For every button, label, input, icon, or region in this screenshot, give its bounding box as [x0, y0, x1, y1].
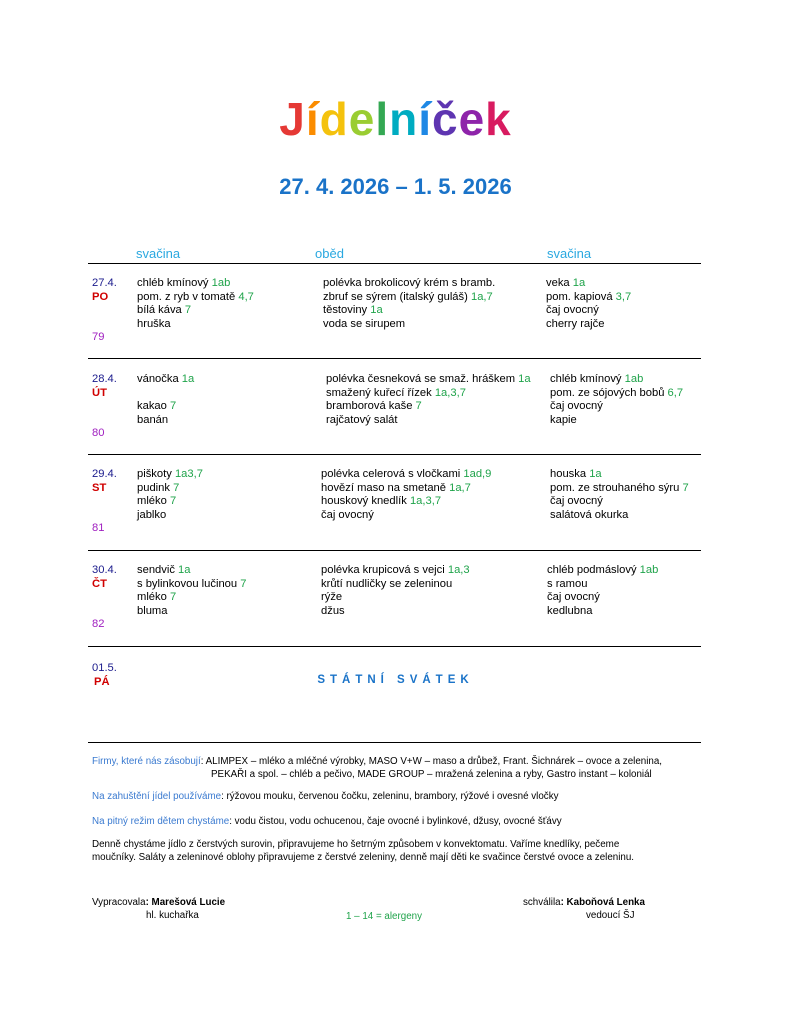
prepared-role: hl. kuchařka — [146, 910, 199, 921]
menu-item — [550, 509, 689, 523]
menu-item — [550, 468, 689, 482]
allergen-codes: 7 — [169, 400, 177, 413]
divider — [88, 358, 701, 359]
allergen-codes: 1a,7 — [470, 290, 493, 303]
dish-name: rajčatový salát — [326, 413, 398, 426]
menu-item — [137, 578, 246, 592]
dish-name: bluma — [137, 604, 168, 617]
allergen-codes: 1a — [178, 564, 191, 576]
menu-item — [321, 564, 470, 578]
dish-name: krůtí nudličky se zeleninou — [321, 577, 453, 590]
allergen-codes: 1a — [572, 277, 586, 289]
menu-cell-c2 — [326, 373, 531, 427]
approved-name: : Kaboňová Lenka — [560, 897, 645, 908]
dish-name: kakao — [137, 400, 170, 413]
day-number: 80 — [92, 427, 105, 439]
menu-item — [321, 591, 470, 605]
menu-item — [550, 373, 683, 387]
menu-item — [546, 277, 631, 291]
dish-name: s bylinkovou lučinou — [137, 577, 241, 590]
day-name: ST — [92, 481, 107, 494]
menu-item — [326, 387, 531, 401]
allergen-codes: 1a3,7 — [174, 468, 203, 480]
dish-name: polévka česneková se smaž. hráškem — [326, 373, 519, 385]
menu-cell-c3 — [547, 564, 658, 618]
dish-name: kapie — [550, 413, 577, 426]
allergen-codes: 4,7 — [238, 290, 254, 303]
menu-cell-c2 — [321, 564, 470, 618]
dish-name: kedlubna — [547, 604, 593, 617]
drinking-label: Na pitný režim dětem chystáme — [92, 816, 230, 827]
info-line-2: moučníky. Saláty a zeleninové oblohy připravujeme z čerstvé zeleniny, denně mají děti ke svačince čerstvé ovoce a zeleninu. — [92, 852, 635, 863]
dish-name: čaj ovocný — [550, 400, 603, 413]
day-name: PÁ — [94, 675, 110, 688]
menu-item — [326, 414, 531, 428]
column-header-lunch: oběd — [315, 246, 344, 261]
title-letter: d — [319, 93, 349, 145]
dish-name: polévka krupicová s vejci — [321, 564, 448, 576]
menu-item — [550, 414, 683, 428]
menu-item — [137, 605, 246, 619]
allergen-codes: 1ab — [624, 373, 644, 385]
allergen-codes: 1ad,9 — [463, 468, 492, 480]
title-letter: J — [279, 93, 306, 145]
dish-name: piškoty — [137, 468, 175, 480]
drinking-line — [92, 815, 562, 829]
allergen-codes: 1ab — [639, 564, 659, 576]
column-header-snack-morning: svačina — [136, 246, 181, 261]
prepared-name: : Marešová Lucie — [145, 897, 226, 908]
dish-name: s ramou — [547, 577, 588, 590]
suppliers-label: Firmy, které nás zásobují — [92, 756, 201, 767]
menu-item — [321, 495, 491, 509]
approved-role: vedoucí ŠJ — [586, 910, 635, 921]
dish-name: veka — [546, 277, 573, 289]
dish-name: cherry rajče — [546, 317, 605, 330]
suppliers-line-2: PEKAŘI a spol. – chléb a pečivo, MADE GROUP – mražená zelenina a ryby, Gastro instant – koloniál — [211, 769, 652, 780]
info-line-1: Denně chystáme jídlo z čerstvých surovin, připravujeme ho šetrným způsobem v konvektomatu. Vaříme knedlíky, pečeme — [92, 839, 620, 850]
day-name: PO — [92, 290, 109, 303]
dish-name: čaj ovocný — [321, 508, 374, 521]
menu-item — [546, 291, 631, 305]
suppliers-text: : ALIMPEX – mléko a mléčné výrobky, MASO V+W – maso a drůbež, Frant. Šichnárek – ovoce a zelenina, — [200, 756, 663, 767]
menu-cell-c3 — [546, 277, 631, 331]
day-date: 27.4. — [92, 277, 117, 289]
menu-item — [323, 291, 495, 305]
dish-name: bílá káva — [137, 304, 185, 317]
allergen-codes: 1a — [589, 468, 602, 480]
allergen-codes: 6,7 — [667, 386, 684, 399]
menu-item — [137, 468, 203, 482]
allergen-codes: 7 — [184, 304, 192, 317]
thickening-line — [92, 790, 559, 804]
dish-name: chléb kmínový — [137, 277, 212, 289]
dish-name: pom. z ryb v tomatě — [137, 290, 239, 303]
menu-item — [550, 482, 689, 496]
menu-cell-c1 — [137, 277, 254, 331]
title-letter: e — [458, 93, 486, 145]
day-number: 79 — [92, 331, 105, 343]
dish-name: chléb podmáslový — [547, 564, 640, 576]
holiday-label: STÁTNÍ SVÁTEK — [317, 674, 474, 686]
dish-name: jablko — [137, 508, 167, 521]
menu-item — [546, 318, 631, 332]
allergen-codes: 7 — [415, 400, 422, 413]
dish-name: pom. ze sójových bobů — [550, 386, 668, 399]
column-header-snack-afternoon: svačina — [547, 246, 592, 261]
menu-item — [323, 318, 495, 332]
dish-name: voda se sirupem — [323, 317, 406, 330]
allergen-codes: 3,7 — [615, 290, 632, 303]
menu-item — [547, 578, 658, 592]
divider — [88, 263, 701, 264]
dish-name: čaj ovocný — [546, 304, 599, 317]
allergens-note: 1 – 14 = alergeny — [346, 911, 422, 922]
allergen-codes: 1a — [181, 373, 195, 385]
menu-item — [550, 400, 683, 414]
menu-item — [137, 564, 246, 578]
title-letter: č — [431, 93, 459, 145]
divider — [88, 742, 701, 743]
allergen-codes: 1a,3 — [447, 564, 470, 576]
menu-item — [137, 304, 254, 318]
dish-name: pom. ze strouhaného sýru — [550, 481, 683, 494]
menu-cell-c2 — [321, 468, 491, 522]
dish-name: čaj ovocný — [550, 495, 603, 508]
menu-item — [321, 578, 470, 592]
allergen-codes: 1a — [370, 304, 383, 317]
title-letter: í — [305, 93, 320, 145]
menu-item — [321, 482, 491, 496]
allergen-codes: 7 — [240, 577, 247, 590]
title-letter: k — [485, 93, 512, 145]
dish-name: polévka brokolicový krém s bramb. — [323, 277, 496, 289]
approved-label: schválila — [523, 897, 561, 908]
title-letter: e — [348, 93, 376, 145]
dish-name: houska — [550, 468, 590, 480]
menu-item — [546, 304, 631, 318]
thickening-label: Na zahuštění jídel používáme — [92, 791, 222, 802]
day-number: 81 — [92, 522, 105, 534]
menu-title — [0, 92, 791, 146]
menu-item — [321, 605, 470, 619]
approved-by — [523, 896, 645, 910]
allergen-codes: 7 — [169, 591, 177, 604]
menu-cell-c1 — [137, 373, 194, 427]
menu-item — [326, 400, 531, 414]
dish-name: hruška — [137, 317, 171, 330]
menu-item — [137, 291, 254, 305]
dish-name: banán — [137, 413, 169, 426]
allergen-codes: 1ab — [211, 277, 231, 289]
dish-name: bramborová kaše — [326, 400, 416, 413]
date-range: 27. 4. 2026 – 1. 5. 2026 — [279, 174, 512, 199]
dish-name: hovězí maso na smetaně — [321, 481, 450, 494]
menu-item — [547, 605, 658, 619]
menu-cell-c3 — [550, 468, 689, 522]
divider — [88, 550, 701, 551]
dish-name: vánočka — [137, 373, 182, 385]
dish-name: houskový knedlík — [321, 495, 410, 508]
allergen-codes: 1a,7 — [449, 481, 471, 494]
menu-item — [321, 509, 491, 523]
title-letter: n — [389, 93, 419, 145]
dish-name: salátová okurka — [550, 508, 629, 521]
day-label — [92, 373, 117, 400]
allergen-codes: 7 — [173, 481, 180, 494]
thickening-text: : rýžovou mouku, červenou čočku, zeleninu, brambory, rýžové i ovesné vločky — [221, 791, 559, 802]
day-date: 30.4. — [92, 564, 117, 576]
menu-item — [137, 495, 203, 509]
menu-item — [550, 495, 689, 509]
menu-item — [547, 591, 658, 605]
divider — [88, 646, 701, 647]
allergen-codes: 1a — [518, 373, 531, 385]
dish-name: těstoviny — [323, 304, 371, 317]
menu-cell-c2 — [323, 277, 495, 331]
dish-name: mléko — [137, 591, 170, 604]
day-name: ÚT — [92, 386, 107, 399]
menu-item — [137, 400, 194, 414]
menu-item — [137, 509, 203, 523]
dish-name: mléko — [137, 495, 170, 508]
prepared-label: Vypracovala — [92, 897, 146, 908]
menu-item — [137, 373, 194, 387]
title-letter: í — [418, 93, 432, 145]
menu-item — [550, 387, 683, 401]
menu-item — [137, 482, 203, 496]
menu-cell-c3 — [550, 373, 683, 427]
menu-item — [137, 387, 194, 401]
day-date: 28.4. — [92, 373, 117, 385]
dish-name: smažený kuřecí řízek — [326, 386, 435, 399]
dish-name: zbruf se sýrem (italský guláš) — [323, 290, 471, 303]
day-date: 29.4. — [92, 468, 117, 480]
menu-item — [137, 591, 246, 605]
allergen-codes: 1a,3,7 — [409, 495, 442, 508]
allergen-codes: 1a,3,7 — [434, 386, 466, 399]
day-label — [92, 277, 117, 304]
suppliers-line-1 — [92, 755, 662, 769]
dish-name: chléb kmínový — [550, 373, 625, 385]
divider — [88, 454, 701, 455]
day-number: 82 — [92, 618, 105, 630]
day-date: 01.5. — [92, 662, 117, 674]
menu-item — [323, 277, 495, 291]
day-label — [92, 468, 117, 495]
day-name: ČT — [92, 577, 107, 590]
menu-item — [321, 468, 491, 482]
menu-cell-c1 — [137, 468, 203, 522]
dish-name: čaj ovocný — [547, 591, 600, 604]
day-label — [92, 564, 117, 591]
menu-cell-c1 — [137, 564, 246, 618]
dish-name: polévka celerová s vločkami — [321, 468, 464, 480]
menu-item — [323, 304, 495, 318]
dish-name: rýže — [321, 591, 343, 604]
allergen-codes: 7 — [682, 481, 689, 494]
dish-name: pom. kapiová — [546, 290, 616, 303]
prepared-by — [92, 896, 225, 910]
dish-name: pudink — [137, 481, 174, 494]
menu-item — [547, 564, 658, 578]
allergen-codes: 7 — [169, 495, 177, 508]
dish-name: džus — [321, 604, 345, 617]
dish-name: sendvič — [137, 564, 179, 576]
menu-item — [137, 318, 254, 332]
menu-item — [326, 373, 531, 387]
menu-item — [137, 414, 194, 428]
title-letter: l — [375, 93, 390, 145]
menu-item — [137, 277, 254, 291]
drinking-text: : vodu čistou, vodu ochucenou, čaje ovocné i bylinkové, džusy, ovocné šťávy — [229, 816, 562, 827]
